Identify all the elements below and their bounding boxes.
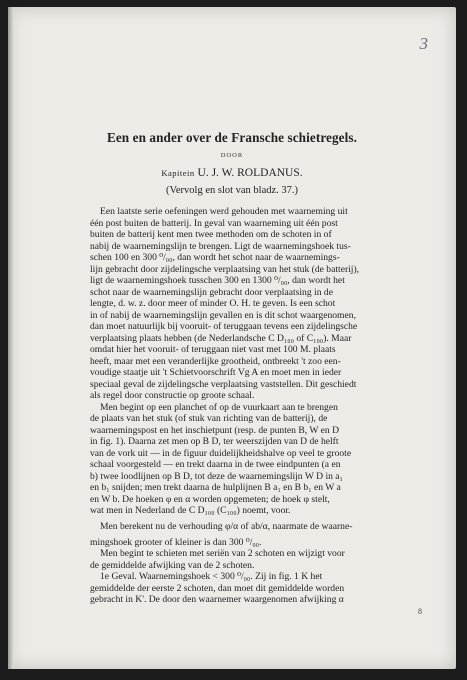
paragraph-4 (90, 548, 422, 571)
text-line: schen 100 en 300 ⁰/₀₀, dan wordt het schot naar de waarnemings- (90, 252, 340, 263)
author-name: U. J. W. ROLDANUS. (197, 167, 303, 179)
text-line: als regel door constructie op groote schaal. (90, 390, 255, 401)
text-line: dan moet natuurlijk bij vooruit- of teruggaan tevens een zijdelingsche (90, 321, 358, 332)
text-line: waarnemingspost en het inschietpunt (resp. de punten B, W en D (90, 424, 340, 436)
text-line: één post buiten de batterij. In geval van waarneming uit één post (90, 217, 338, 229)
text-line: mingshoek grooter of kleiner is dan 300 ⁰/₀₀. (90, 536, 262, 548)
paragraph-5 (90, 571, 422, 606)
text-line: 1e Geval. Waarnemingshoek < 300 ⁰/₀₀. Zij in fig. 1 K het (100, 571, 323, 582)
text-line: de gemiddelde afwijking van de 2 schoten. (90, 559, 255, 571)
text-line: van de vork uit — in de figuur duidelijkheidshalve op veel te groote (90, 447, 352, 459)
article-title: Een en ander over de Fransche schietregels. (106, 130, 358, 145)
text-line: schaal voorgesteld — en trekt daarna in de twee eindpunten (a en (90, 459, 341, 470)
continuation-note: (Vervolg en slot van bladz. 37.) (165, 185, 299, 196)
text-line: lijn gebracht door zijdelingsche verplaatsing van het stuk (de batterij), (90, 263, 360, 275)
author-line (8, 167, 456, 179)
author-rank: Kapitein (161, 168, 195, 178)
text-line: schot naar de waarnemingslijn gebracht door verplaatsing in de (90, 286, 333, 298)
text-line: Men berekent nu de verhouding φ/α of ab/α, naarmate de waarne- (100, 520, 353, 532)
text-line: speciaal geval de zijdelingsche verplaatsing vaststellen. Dit geschiedt (90, 378, 357, 390)
text-line: in fig. 1). Daarna zet men op B D, ter weerszijden van D de helft (90, 436, 339, 447)
text-line: b) twee loodlijnen op B D, tot deze de waarnemingslijn W D in a₁ (90, 470, 343, 482)
by-label: DOOR (220, 152, 244, 159)
text-line: Men begint te schieten met seriën van 2 schoten en wijzigt voor (100, 548, 345, 559)
text-line: en W b. De hoeken φ en α worden opgemeten; de hoek φ stelt, (90, 493, 330, 505)
body-text (90, 206, 422, 617)
text-line: lengte, d. w. z. door meer of minder O. H. te geven. Is een schot (90, 298, 336, 309)
text-line: gemiddelde der eerste 2 schoten, dan moet dit gemiddelde worden (90, 582, 345, 594)
paragraph-1 (90, 206, 422, 402)
page-number: 3 (419, 34, 428, 53)
text-line: en b₁ snijden; men trekt daarna de hulplijnen B a₁ en B b₁ en W a (90, 482, 341, 493)
text-line: gebracht in K'. De door den waarnemer waargenomen afwijking α (90, 594, 344, 605)
text-line: omdat hier het vooruit- of teruggaan niet vast met 100 M. plaats (90, 344, 336, 355)
signature-mark: 8 (418, 606, 422, 616)
document-page (8, 7, 456, 669)
text-line: voudige staatje uit 't Schietvoorschrift Vg A en moet men in ieder (90, 367, 342, 378)
paragraph-3 (90, 517, 422, 549)
text-line: in of nabij de waarnemingslijn gevallen en is dit schot waargenomen, (90, 309, 356, 321)
paragraph-2 (90, 402, 422, 517)
text-line: nabij de waarnemingslijn te brengen. Ligt de waarnemingshoek tus- (90, 240, 351, 252)
text-line: ligt de waarnemingshoek tusschen 300 en 1300 ⁰/₀₀, dan wordt het (90, 275, 345, 286)
text-line: verplaatsing plaats hebben (de Nederlandsche C D₁₀₀ of C₁₀₀). Maar (90, 332, 352, 344)
page-spine-shadow (8, 7, 14, 669)
text-line: Men begint op een planchet of op de vuurkaart aan te brengen (100, 401, 338, 413)
text-line: de plaats van het stuk (of stuk van richting van de batterij), de (90, 413, 328, 424)
text-line: wat men in Nederland de C D₁₀₀ (C₁₀₀) noemt, voor. (90, 505, 291, 516)
text-line: heeft, maar met een veranderlijke grootheid, ontbreekt 't zoo een- (90, 355, 341, 367)
text-line: Een laatste serie oefeningen werd gehouden met waarneming uit (100, 206, 348, 217)
text-line: buiten de batterij kent men twee methoden om de schoten in of (90, 229, 332, 240)
